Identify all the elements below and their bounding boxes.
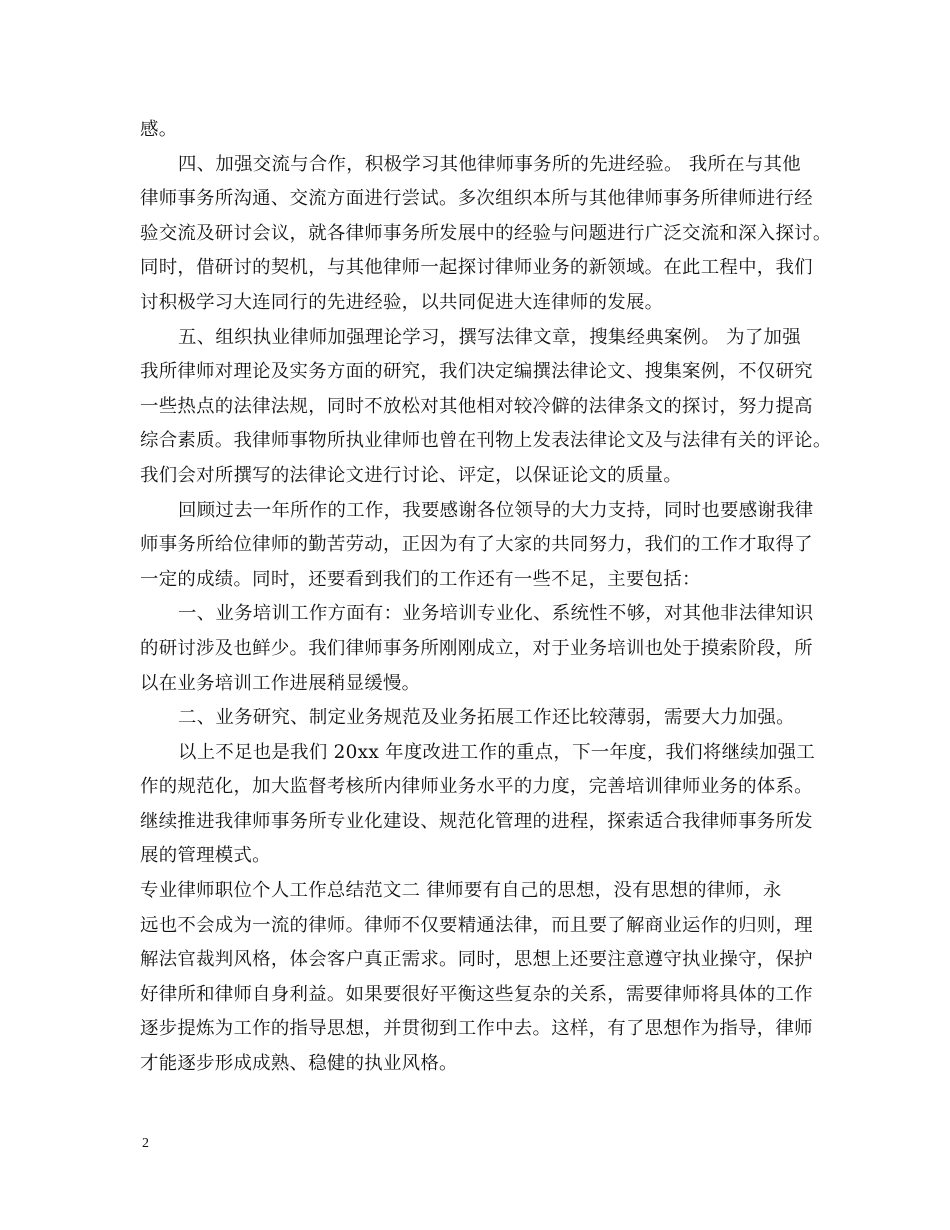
text-line: 展的管理模式。 bbox=[140, 845, 271, 867]
text-line: 我们会对所撰写的法律论文进行讨论、评定，以保证论文的质量。 bbox=[140, 464, 683, 486]
text-line: 逐步提炼为工作的指导思想，并贯彻到工作中去。这样，有了思想作为指导，律师 bbox=[140, 1018, 813, 1040]
text-line: 解法官裁判风格，体会客户真正需求。同时，思想上还要注意遵守执业操守，保护 bbox=[140, 949, 813, 971]
text-line: 继续推进我律师事务所专业化建设、规范化管理的进程，探索适合我律师事务所发 bbox=[140, 810, 813, 832]
text-line: 同时，借研讨的契机，与其他律师一起探讨律师业务的新领域。在此工程中，我们 bbox=[140, 257, 813, 279]
text-line: 感。 bbox=[140, 119, 178, 140]
text-line: 回顾过去一年所作的工作，我要感谢各位领导的大力支持，同时也要感谢我律 bbox=[178, 499, 814, 521]
text-line: 以上不足也是我们 20xx 年度改进工作的重点，下一年度，我们将继续加强工 bbox=[178, 741, 816, 763]
text-line: 一定的成绩。同时，还要看到我们的工作还有一些不足，主要包括： bbox=[140, 568, 701, 590]
text-line: 远也不会成为一流的律师。律师不仅要精通法律，而且要了解商业运作的归则，理 bbox=[140, 914, 813, 936]
text-line: 我所律师对理论及实务方面的研究，我们决定编撰法律论文、搜集案例，不仅研究 bbox=[140, 361, 813, 383]
text-line: 才能逐步形成成熟、稳健的执业风格。 bbox=[140, 1053, 458, 1075]
page-number: 2 bbox=[142, 1136, 149, 1151]
text-line: 师事务所给位律师的勤苦劳动，正因为有了大家的共同努力，我们的工作才取得了 bbox=[140, 534, 813, 556]
text-line: 专业律师职位个人工作总结范文二 律师要有自己的思想，没有思想的律师，永 bbox=[140, 880, 782, 902]
text-line: 二、业务研究、制定业务规范及业务拓展工作还比较薄弱，需要大力加强。 bbox=[178, 707, 795, 729]
text-line: 讨积极学习大连同行的先进经验，以共同促进大连律师的发展。 bbox=[140, 291, 664, 313]
text-line: 律师事务所沟通、交流方面进行尝试。多次组织本所与其他律师事务所律师进行经 bbox=[140, 188, 813, 210]
text-line: 五、组织执业律师加强理论学习，撰写法律文章，搜集经典案例。 为了加强 bbox=[178, 326, 801, 348]
text-line: 四、加强交流与合作，积极学习其他律师事务所的先进经验。 我所在与其他 bbox=[178, 153, 801, 175]
text-line: 一、业务培训工作方面有：业务培训专业化、系统性不够，对其他非法律知识 bbox=[178, 603, 814, 625]
text-line: 综合素质。我律师事物所执业律师也曾在刊物上发表法律论文及与法律有关的评论。 bbox=[140, 430, 832, 452]
text-line: 以在业务培训工作进展稍显缓慢。 bbox=[140, 672, 421, 694]
text-line: 一些热点的法律法规，同时不放松对其他相对较冷僻的法律条文的探讨，努力提高 bbox=[140, 395, 813, 417]
document-body bbox=[140, 113, 830, 1082]
text-line: 的研讨涉及也鲜少。我们律师事务所刚刚成立，对于业务培训也处于摸索阶段，所 bbox=[140, 637, 813, 659]
text-line: 好律所和律师自身利益。如果要很好平衡这些复杂的关系，需要律师将具体的工作 bbox=[140, 983, 813, 1005]
text-line: 作的规范化，加大监督考核所内律师业务水平的力度，完善培训律师业务的体系。 bbox=[140, 776, 813, 798]
text-line: 验交流及研讨会议，就各律师事务所发展中的经验与问题进行广泛交流和深入探讨。 bbox=[140, 222, 832, 244]
